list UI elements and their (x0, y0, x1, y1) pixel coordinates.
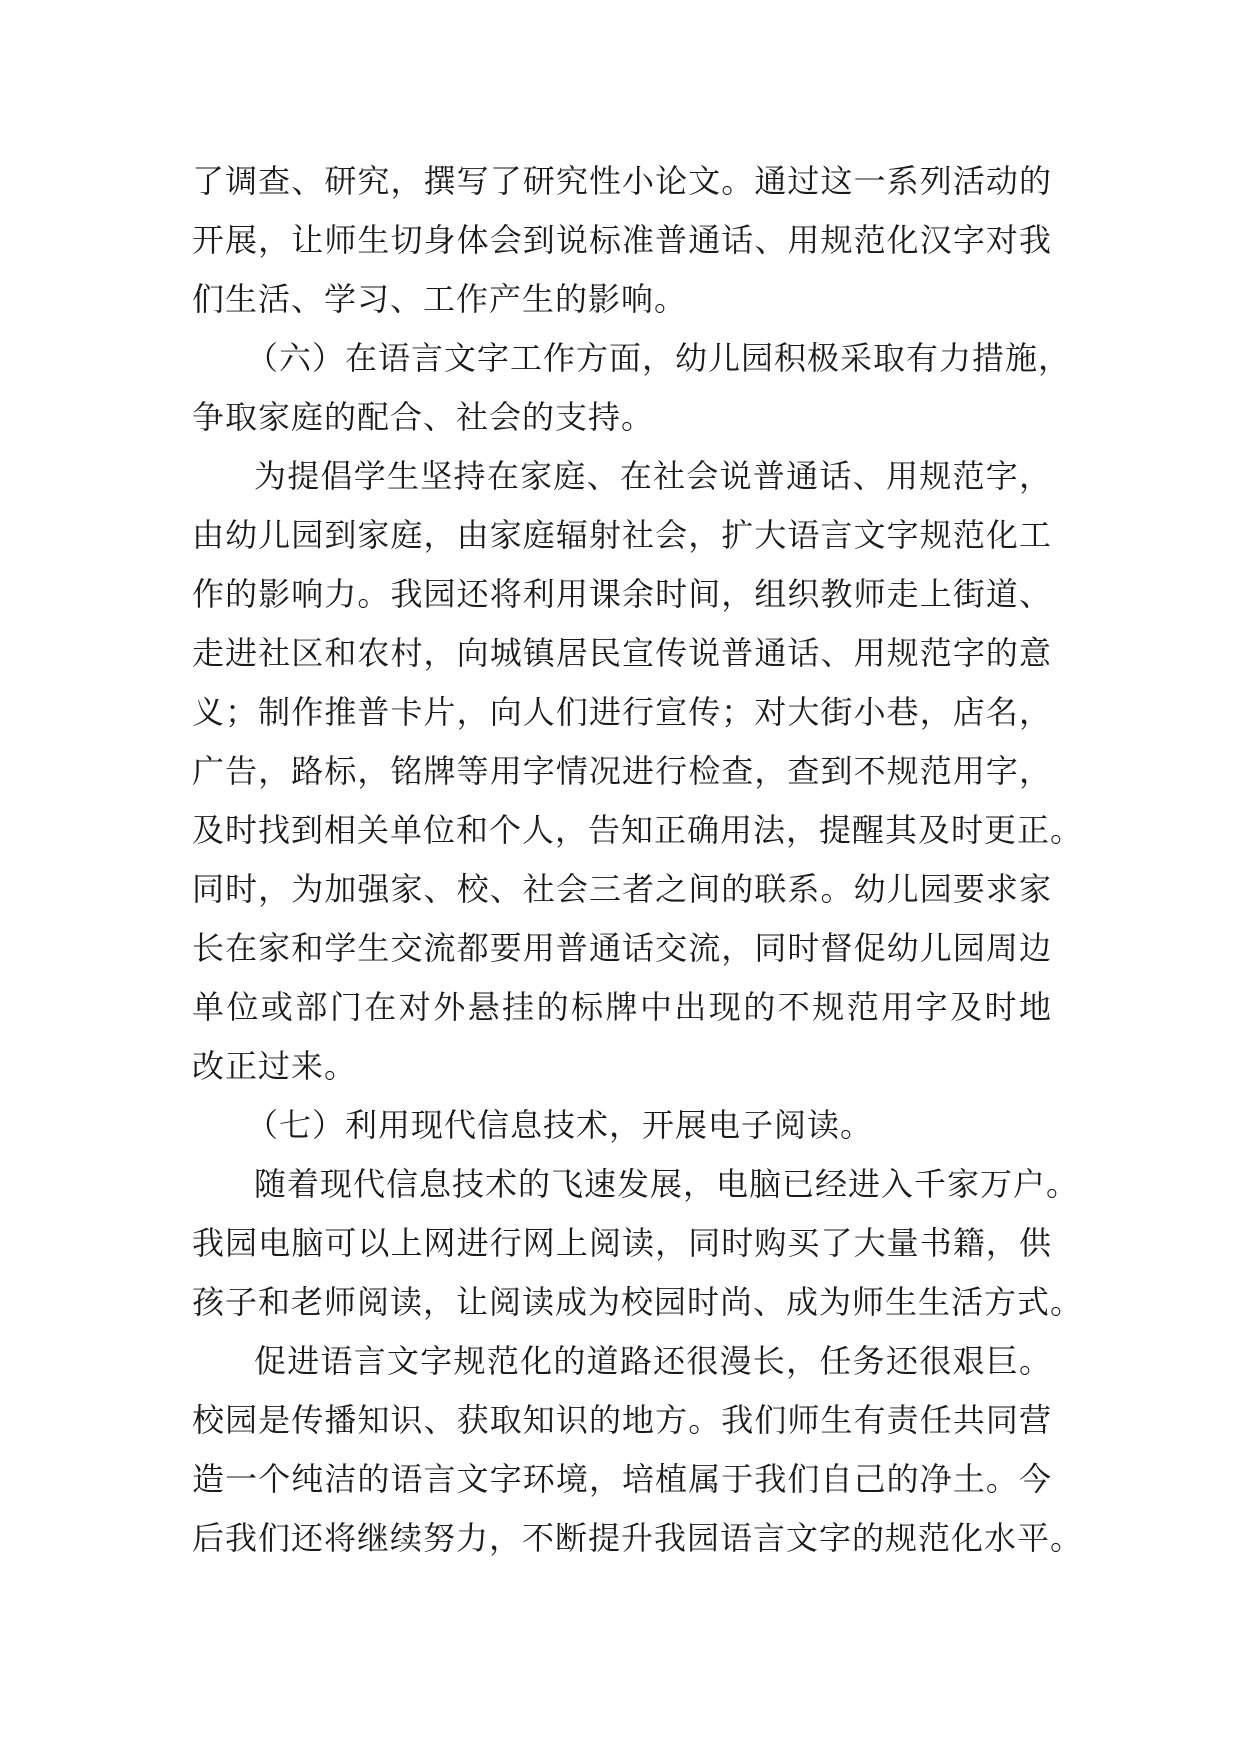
text-line: 及时找到相关单位和个人，告知正确用法，提醒其及时更正。 (192, 811, 1084, 849)
section-heading-six (192, 329, 1072, 447)
text-line: 走进社区和农村，向城镇居民宣传说普通话、用规范字的意 (192, 634, 1052, 672)
text-line: 促进语言文字规范化的道路还很漫长，任务还很艰巨。 (254, 1342, 1052, 1380)
text-line: 义；制作推普卡片，向人们进行宣传；对大街小巷，店名， (192, 693, 1052, 731)
paragraph-continuation (192, 152, 1052, 329)
paragraph-family-society (192, 447, 1084, 1096)
text-line: 我园电脑可以上网进行网上阅读，同时购买了大量书籍，供 (192, 1224, 1052, 1262)
paragraph-conclusion (192, 1332, 1084, 1568)
text-line: 作的影响力。我园还将利用课余时间，组织教师走上街道、 (192, 575, 1052, 613)
heading-line: （六）在语言文字工作方面，幼儿园积极采取有力措施， (246, 339, 1072, 377)
text-line: 了调查、研究，撰写了研究性小论文。通过这一系列活动的 (192, 162, 1052, 200)
text-line: 造一个纯洁的语言文字环境，培植属于我们自己的净土。今 (192, 1460, 1052, 1498)
text-line: 随着现代信息技术的飞速发展，电脑已经进入千家万户。 (254, 1165, 1080, 1203)
text-line: 们生活、学习、工作产生的影响。 (192, 280, 688, 318)
text-line: 为提倡学生坚持在家庭、在社会说普通话、用规范字， (254, 457, 1052, 495)
text-line: 广告，路标，铭牌等用字情况进行检查，查到不规范用字， (192, 752, 1052, 790)
paragraph-electronic-reading (192, 1155, 1084, 1332)
heading-line: （七）利用现代信息技术，开展电子阅读。 (246, 1106, 874, 1144)
text-line: 由幼儿园到家庭，由家庭辐射社会，扩大语言文字规范化工 (192, 516, 1052, 554)
text-line: 同时，为加强家、校、社会三者之间的联系。幼儿园要求家 (192, 870, 1052, 908)
text-line: 孩子和老师阅读，让阅读成为校园时尚、成为师生生活方式。 (192, 1283, 1084, 1321)
text-line: 后我们还将继续努力，不断提升我园语言文字的规范化水平。 (192, 1519, 1084, 1557)
text-line: 改正过来。 (192, 1047, 358, 1085)
text-line: 校园是传播知识、获取知识的地方。我们师生有责任共同营 (192, 1401, 1052, 1439)
text-line: 开展，让师生切身体会到说标准普通话、用规范化汉字对我 (192, 221, 1052, 259)
document-body (192, 152, 1084, 1568)
section-heading-seven (192, 1096, 1052, 1155)
text-line: 长在家和学生交流都要用普通话交流，同时督促幼儿园周边 (192, 929, 1052, 967)
text-line: 争取家庭的配合、社会的支持。 (192, 398, 655, 436)
text-line: 单位或部门在对外悬挂的标牌中出现的不规范用字及时地 (192, 988, 1052, 1026)
